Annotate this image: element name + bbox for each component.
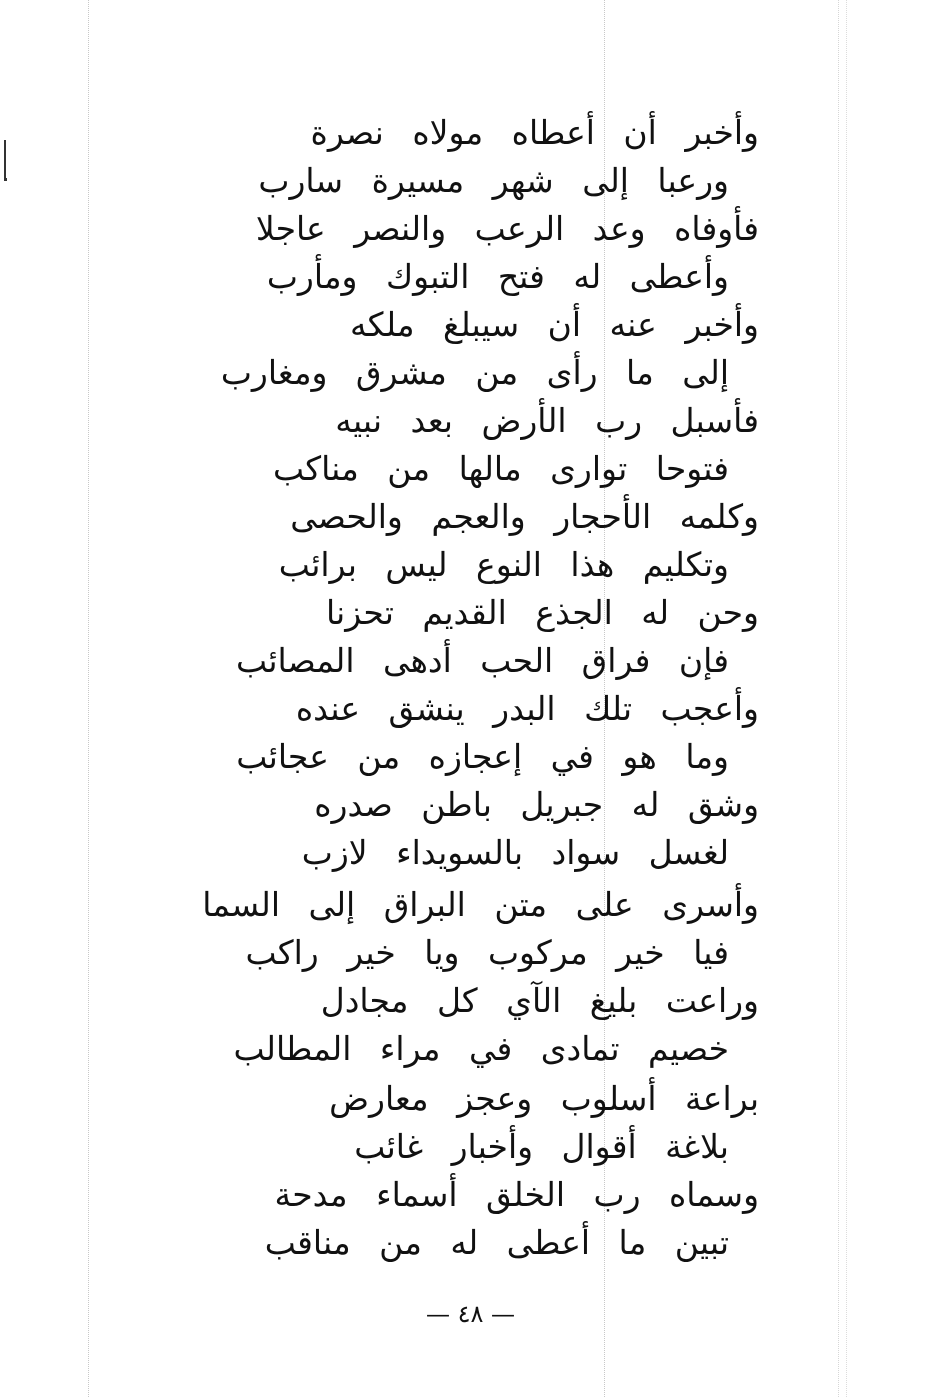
verse-line: وأخبر أن أعطاه مولاه نصرة [310, 113, 759, 152]
verse-line: وراعت بليغ الآي كل مجادل [320, 981, 759, 1020]
verse-line: براعة أسلوب وعجز معارض [329, 1079, 759, 1118]
verse-line: لغسل سواد بالسويداء لازب [301, 833, 729, 872]
verse-line: وما هو في إعجازه من عجائب [236, 737, 729, 776]
verse-line: وسماه رب الخلق أسماء مدحة [274, 1175, 759, 1214]
verse-line: وأخبر عنه أن سيبلغ ملكه [350, 305, 759, 344]
verse-line: بلاغة أقوال وأخبار غائب [354, 1127, 729, 1166]
verse-line: وأسرى على متن البراق إلى السما [202, 885, 759, 924]
verse-line: فأسبل رب الأرض بعد نبيه [335, 401, 759, 440]
verse-line: فإن فراق الحب أدهى المصائب [235, 641, 729, 680]
verse-line: ورعبا إلى شهر مسيرة سارب [258, 161, 729, 200]
verse-line: تبين ما أعطى له من مناقب [264, 1223, 729, 1262]
verse-line: وحن له الجذع القديم تحزنا [325, 593, 759, 632]
verse-line: وأعطى له فتح التبوك ومأرب [266, 257, 729, 296]
verse-line: فيا خير مركوب ويا خير راكب [245, 933, 729, 972]
verse-line: خصيم تمادى في مراء المطالب [233, 1029, 729, 1068]
verse-line: وشق له جبريل باطن صدره [314, 785, 759, 824]
verse-line: إلى ما رأى من مشرق ومغارب [220, 353, 729, 392]
verse-line: فأوفاه وعد الرعب والنصر عاجلا [255, 209, 759, 248]
verse-line: وأعجب تلك البدر ينشق عنده [295, 689, 759, 728]
verse-line: وكلمه الأحجار والعجم والحصى [290, 497, 759, 536]
verse-line: فتوحا توارى مالها من مناكب [272, 449, 729, 488]
verse-line: وتكليم هذا النوع ليس برائب [278, 545, 729, 584]
page-number: — ٤٨ — [425, 1300, 516, 1328]
